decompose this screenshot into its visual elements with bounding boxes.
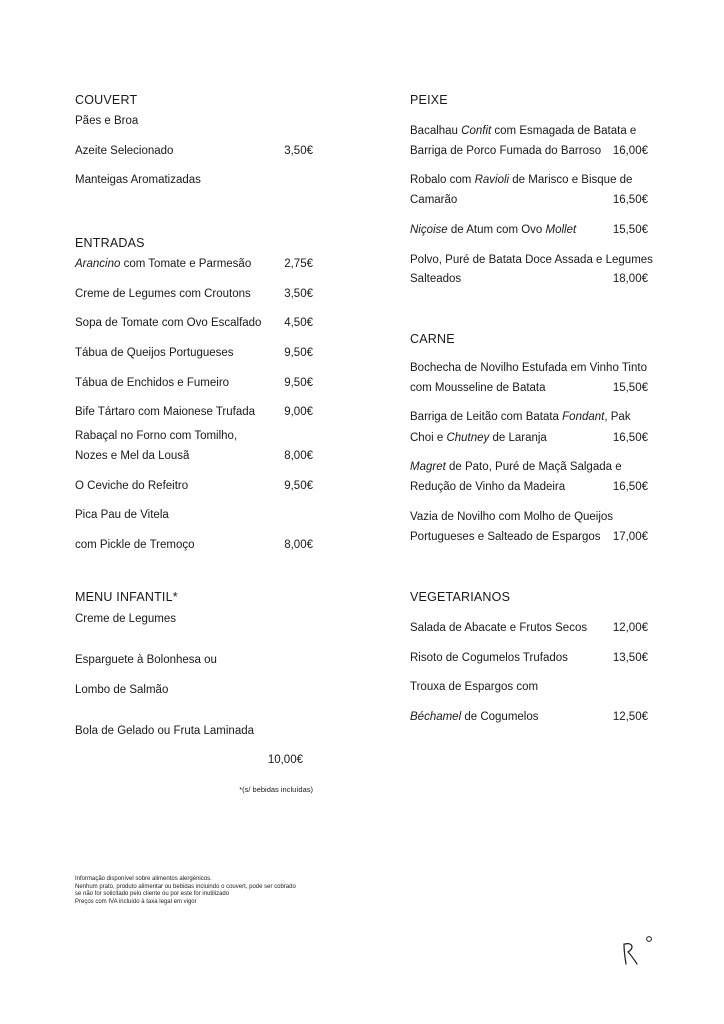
entradas-item-name-line2: Nozes e Mel da Lousã <box>75 450 190 462</box>
legal-notice <box>75 876 296 906</box>
couvert-item-name: Azeite Selecionado <box>75 145 174 157</box>
peixe-item-price: 18,00€ <box>612 273 648 285</box>
menu-infantil-item: Bola de Gelado ou Fruta Laminada <box>75 725 255 737</box>
entradas-item-price: 2,75€ <box>284 258 313 270</box>
vegetarianos-heading: VEGETARIANOS <box>410 590 511 604</box>
menu-infantil-heading: MENU INFANTIL* <box>75 590 178 604</box>
peixe-item-name: Niçoise de Atum com Ovo Mollet <box>410 224 577 236</box>
entradas-item-name: Creme de Legumes com Croutons <box>75 288 251 300</box>
carne-item-price: 15,50€ <box>612 382 648 394</box>
legal-line: Nenhum prato, produto alimentar ou bebidas incluindo o couvert, pode ser cobrado <box>75 883 296 890</box>
legal-line: Informação disponível sobre alimentos alergénicos. <box>75 876 212 882</box>
vegetarianos-item-name: Salada de Abacate e Frutos Secos <box>410 622 588 634</box>
carne-item-name: Vazia de Novilho com Molho de Queijos <box>410 511 614 523</box>
carne-item-price: 17,00€ <box>612 531 648 543</box>
menu-infantil-footnote: *(s/ bebidas incluídas) <box>239 785 313 794</box>
vegetarianos-item-price: 12,50€ <box>612 711 648 723</box>
peixe-item-price: 15,50€ <box>612 224 648 236</box>
peixe-item-price: 16,50€ <box>612 194 648 206</box>
entradas-item-name: Pica Pau de Vitela <box>75 509 169 521</box>
couvert-item-name: Pães e Broa <box>75 115 139 127</box>
peixe-item-name-line2: Salteados <box>410 273 462 285</box>
vegetarianos-item-name: Risoto de Cogumelos Trufados <box>410 652 568 664</box>
entradas-item-name: Arancino com Tomate e Parmesão <box>75 258 252 270</box>
carne-item-name: Barriga de Leitão com Batata Fondant, Pak <box>410 411 631 423</box>
peixe-item-name-line2: Barriga de Porco Fumada do Barroso <box>410 145 602 157</box>
carne-item-name-line2: Redução de Vinho da Madeira <box>410 481 566 493</box>
carne-item-price: 16,50€ <box>612 432 648 444</box>
entradas-item-name: Bife Tártaro com Maionese Trufada <box>75 406 256 418</box>
couvert-item-price: 3,50€ <box>284 145 313 157</box>
entradas-item-name: Sopa de Tomate com Ovo Escalfado <box>75 317 262 329</box>
couvert-item-name: Manteigas Aromatizadas <box>75 174 201 186</box>
legal-line: se não for solicitado pelo cliente ou por este for inutilizado <box>75 891 230 897</box>
carne-item-name-line2: Choi e Chutney de Laranja <box>410 432 547 444</box>
menu-infantil-item: Esparguete à Bolonhesa ou <box>75 654 217 666</box>
entradas-item-price: 9,50€ <box>284 347 313 359</box>
entradas-item-name: Rabaçal no Forno com Tomilho, <box>75 430 238 442</box>
entradas-item-name: O Ceviche do Refeitro <box>75 480 189 492</box>
peixe-item-name: Robalo com Ravioli de Marisco e Bisque de <box>410 174 633 186</box>
legal-line: Preços com IVA incluído à taxa legal em vigor <box>75 898 197 905</box>
entradas-item-price: 9,00€ <box>284 406 313 418</box>
carne-item-name: Bochecha de Novilho Estufada em Vinho Tinto <box>410 362 647 374</box>
carne-item-name-line2: com Mousseline de Batata <box>410 382 546 394</box>
brand-logo <box>616 934 656 968</box>
entradas-item-name: Tábua de Enchidos e Fumeiro <box>75 377 230 389</box>
peixe-item-name: Polvo, Puré de Batata Doce Assada e Legumes <box>410 254 653 266</box>
couvert-heading: COUVERT <box>75 93 138 107</box>
entradas-item-name: Tábua de Queijos Portugueses <box>75 347 234 359</box>
carne-item-name: Magret de Pato, Puré de Maçã Salgada e <box>410 461 622 473</box>
carne-heading: CARNE <box>410 332 455 346</box>
menu-infantil-item: Lombo de Salmão <box>75 684 169 696</box>
entradas-item-price: 8,00€ <box>284 539 313 551</box>
entradas-item-name-line2: com Pickle de Tremoço <box>75 539 195 551</box>
entradas-item-price: 8,00€ <box>284 450 313 462</box>
menu-infantil-item: Creme de Legumes <box>75 613 176 625</box>
menu-infantil-price: 10,00€ <box>267 754 303 766</box>
vegetarianos-item-price: 12,00€ <box>612 622 648 634</box>
carne-item-name-line2: Portugueses e Salteado de Espargos <box>410 531 601 543</box>
vegetarianos-item-name: Trouxa de Espargos com <box>410 681 539 693</box>
entradas-item-price: 9,50€ <box>284 377 313 389</box>
peixe-item-price: 16,00€ <box>612 145 648 157</box>
entradas-heading: ENTRADAS <box>75 236 145 250</box>
peixe-heading: PEIXE <box>410 93 448 107</box>
peixe-item-name-line2: Camarão <box>410 194 458 206</box>
entradas-item-price: 9,50€ <box>284 480 313 492</box>
entradas-item-price: 4,50€ <box>284 317 313 329</box>
carne-item-price: 16,50€ <box>612 481 648 493</box>
peixe-item-name: Bacalhau Confit com Esmagada de Batata e <box>410 125 637 137</box>
vegetarianos-item-name-line2: Béchamel de Cogumelos <box>410 711 539 723</box>
entradas-item-price: 3,50€ <box>284 288 313 300</box>
vegetarianos-item-price: 13,50€ <box>612 652 648 664</box>
